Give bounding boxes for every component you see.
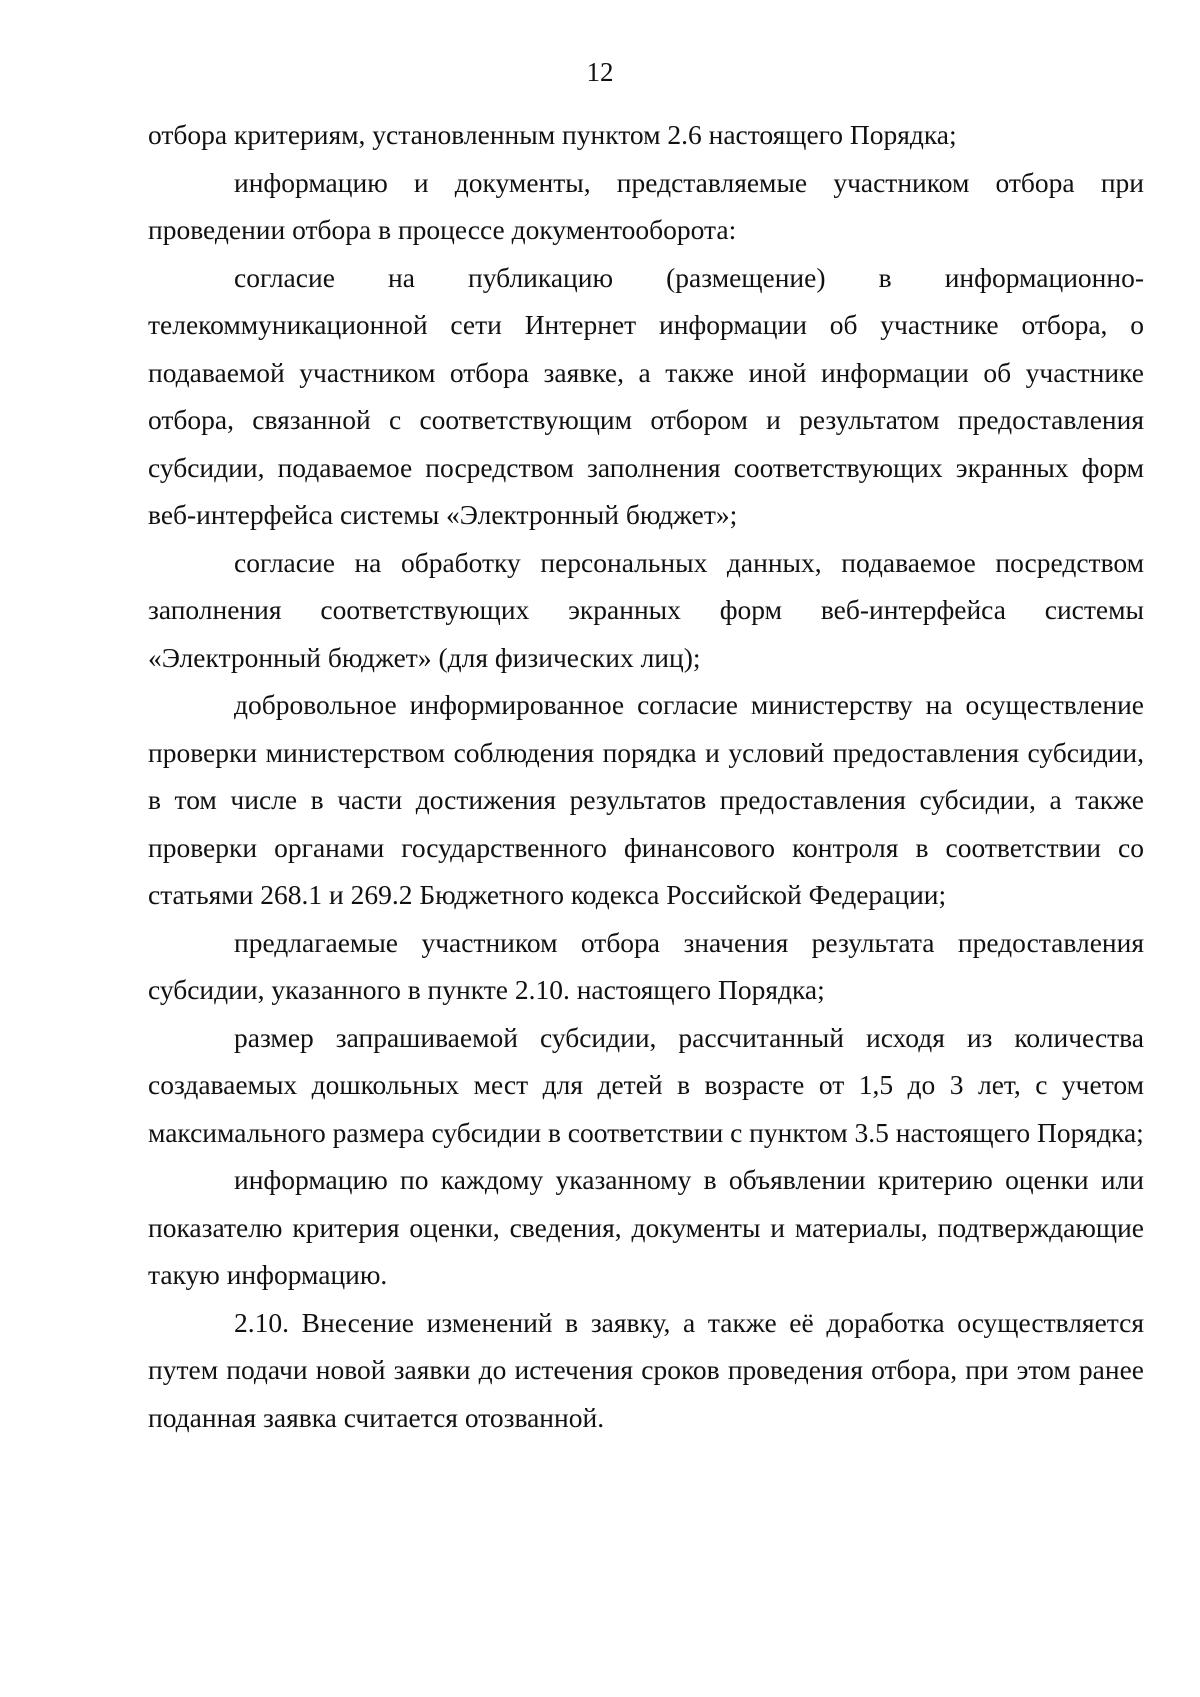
paragraph-publication-consent: согласие на публикацию (размещение) в информационно-телекоммуникационной сети Интернет информации об участнике отбора, о подаваемой участником отбора заявке, а также иной информации об участнике отбора, связанной с соответствующим отбором и результатом предоставления субсидии, подаваемое посредством заполнения соответствующих экранных форм веб-интерфейса системы «Электронный бюджет»;: [148, 261, 1144, 530]
paragraph-personal-data-consent: согласие на обработку персональных данных, подаваемое посредством заполнения соответствующих экранных форм веб-интерфейса системы «Электронный бюджет» (для физических лиц);: [148, 546, 1144, 673]
document-body: [148, 111, 1144, 1441]
paragraph-voluntary-consent: добровольное информированное согласие министерству на осуществление проверки министерством соблюдения порядка и условий предоставления субсидии, в том числе в части достижения результатов предоставления субсидии, а также проверки органами государственного финансового контроля в соответствии со статьями 268.1 и 269.2 Бюджетного кодекса Российской Федерации;: [148, 689, 1144, 910]
paragraph-section-2-10: 2.10. Внесение изменений в заявку, а также её доработка осуществляется путем подачи новой заявки до истечения сроков проведения отбора, при этом ранее поданная заявка считается отозванной.: [148, 1306, 1144, 1433]
page-number: 12: [586, 57, 614, 87]
paragraph-evaluation-criteria-info: информацию по каждому указанному в объявлении критерию оценки или показателю критерия оценки, сведения, документы и материалы, подтверждающие такую информацию.: [148, 1164, 1144, 1290]
paragraph-requested-subsidy-size: размер запрашиваемой субсидии, рассчитанный исходя из количества создаваемых дошкольных мест для детей в возрасте от 1,5 до 3 лет, с учетом максимального размера субсидии в соответствии с пунктом 3.5 настоящего Порядка;: [148, 1021, 1144, 1148]
paragraph-proposed-result-values: предлагаемые участником отбора значения результата предоставления субсидии, указанного в пункте 2.10. настоящего Порядка;: [148, 926, 1144, 1005]
paragraph-criteria-continuation: отбора критериям, установленным пунктом 2.6 настоящего Порядка;: [148, 119, 957, 150]
paragraph-info-documents: информацию и документы, представляемые участником отбора при проведении отбора в процессе документооборота:: [148, 166, 1144, 245]
